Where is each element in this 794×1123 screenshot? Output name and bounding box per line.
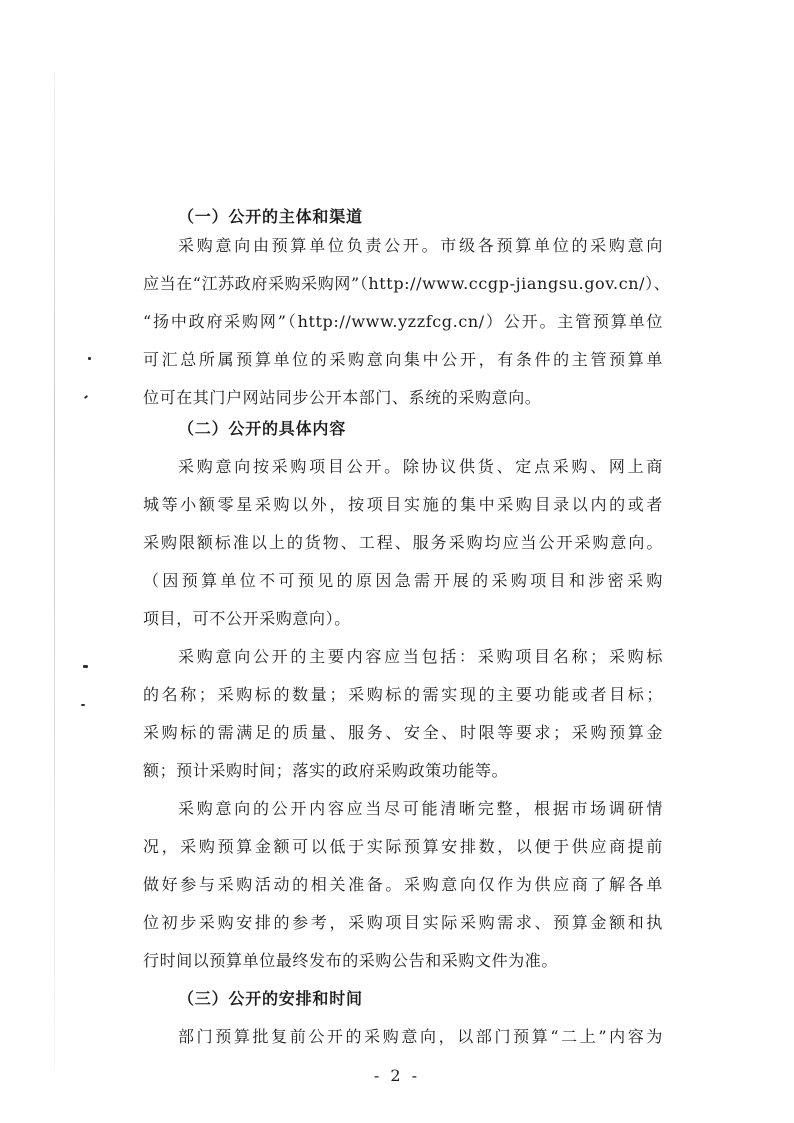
- paragraph-line: 位可在其门户网站同步公开本部门、系统的采购意向。: [143, 388, 542, 407]
- paragraph-line: （因预算单位不可预见的原因急需开展的采购项目和涉密采购: [143, 571, 663, 590]
- paragraph-line: 位初步采购安排的参考，采购项目实际采购需求、预算金额和执: [143, 913, 663, 932]
- paragraph-line: 项目，可不公开采购意向）。: [143, 609, 351, 628]
- page-number: - 2 -: [373, 1066, 421, 1085]
- section3-heading: （三）公开的安排和时间: [178, 989, 363, 1008]
- scan-speck: [84, 395, 88, 399]
- paragraph-line: 采购标的需满足的质量、服务、安全、时限等要求；采购预算金: [143, 723, 663, 742]
- paragraph-line: 应当在“江苏政府采购采购网”（http://www.ccgp-jiangsu.gov.cn/）、: [143, 274, 671, 293]
- paragraph-line: 采购限额标准以上的货物、工程、服务采购均应当公开采购意向。: [143, 533, 663, 552]
- scan-edge-line: [54, 72, 55, 1072]
- scan-speck: [88, 357, 91, 360]
- paragraph-line: 行时间以预算单位最终发布的采购公告和采购文件为准。: [143, 951, 559, 970]
- paragraph-line: 做好参与采购活动的相关准备。采购意向仅作为供应商了解各单: [143, 875, 663, 894]
- paragraph-line: 况，采购预算金额可以低于实际预算安排数，以便于供应商提前: [143, 837, 663, 856]
- section1-heading: （一）公开的主体和渠道: [178, 207, 363, 226]
- paragraph-line: 城等小额零星采购以外，按项目实施的集中采购目录以内的或者: [143, 495, 663, 514]
- paragraph-line: 采购意向公开的主要内容应当包括：采购项目名称；采购标: [178, 647, 663, 666]
- paragraph-line: 采购意向由预算单位负责公开。市级各预算单位的采购意向: [178, 236, 663, 255]
- paragraph-line: 采购意向的公开内容应当尽可能清晰完整，根据市场调研情: [178, 799, 663, 818]
- paragraph-line: 部门预算批复前公开的采购意向，以部门预算“二上”内容为: [178, 1027, 663, 1046]
- paragraph-line: 的名称；采购标的数量；采购标的需实现的主要功能或者目标；: [143, 685, 663, 704]
- paragraph-line: 可汇总所属预算单位的采购意向集中公开，有条件的主管预算单: [143, 350, 663, 369]
- paragraph-line: “扬中政府采购网”（http://www.yzzfcg.cn/）公开。主管预算单位: [143, 312, 663, 331]
- paragraph-line: 采购意向按采购项目公开。除协议供货、定点采购、网上商: [178, 457, 663, 476]
- paragraph-line: 额；预计采购时间；落实的政府采购政策功能等。: [143, 761, 509, 780]
- section2-heading: （二）公开的具体内容: [178, 419, 347, 438]
- scan-speck: [81, 704, 85, 706]
- scan-speck: [83, 665, 88, 668]
